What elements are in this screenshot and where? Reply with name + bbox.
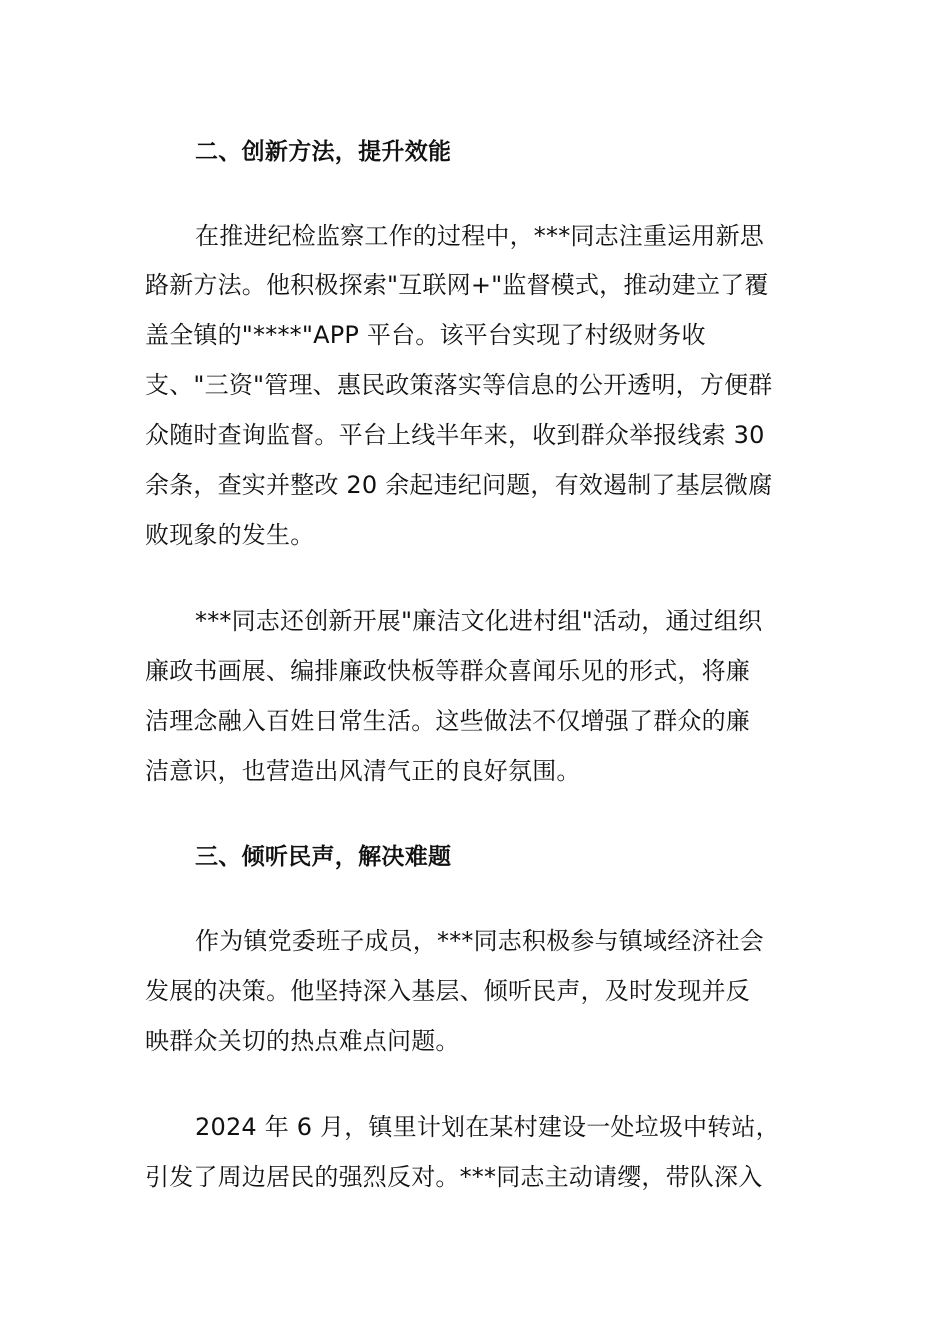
paragraph-line: 众随时查询监督。平台上线半年来，收到群众举报线索 30 bbox=[145, 421, 765, 449]
paragraph-line: 败现象的发生。 bbox=[145, 521, 315, 549]
paragraph-line: 洁意识，也营造出风清气正的良好氛围。 bbox=[145, 757, 581, 785]
paragraph-line: 发展的决策。他坚持深入基层、倾听民声，及时发现并反 bbox=[145, 977, 750, 1005]
paragraph-line: 支、"三资"管理、惠民政策落实等信息的公开透明，方便群 bbox=[145, 371, 773, 399]
section-heading-listening: 三、倾听民声，解决难题 bbox=[195, 844, 452, 870]
paragraph-line: 廉政书画展、编排廉政快板等群众喜闻乐见的形式，将廉 bbox=[145, 657, 750, 685]
paragraph-line: 盖全镇的"****"APP 平台。该平台实现了村级财务收 bbox=[145, 321, 706, 349]
paragraph-line: 余条，查实并整改 20 余起违纪问题，有效遏制了基层微腐 bbox=[145, 471, 773, 499]
paragraph-line: 作为镇党委班子成员，***同志积极参与镇域经济社会 bbox=[195, 927, 764, 955]
paragraph-line: 路新方法。他积极探索"互联网+"监督模式，推动建立了覆 bbox=[145, 271, 769, 299]
section-heading-innovation: 二、创新方法，提升效能 bbox=[195, 139, 452, 165]
paragraph-line: 2024 年 6 月，镇里计划在某村建设一处垃圾中转站， bbox=[195, 1113, 780, 1141]
paragraph-line: 映群众关切的热点难点问题。 bbox=[145, 1027, 460, 1055]
paragraph-line: 洁理念融入百姓日常生活。这些做法不仅增强了群众的廉 bbox=[145, 707, 750, 735]
paragraph-line: 引发了周边居民的强烈反对。***同志主动请缨，带队深入 bbox=[145, 1163, 763, 1191]
paragraph-line: 在推进纪检监察工作的过程中，***同志注重运用新思 bbox=[195, 222, 764, 250]
paragraph-line: ***同志还创新开展"廉洁文化进村组"活动，通过组织 bbox=[195, 607, 763, 635]
